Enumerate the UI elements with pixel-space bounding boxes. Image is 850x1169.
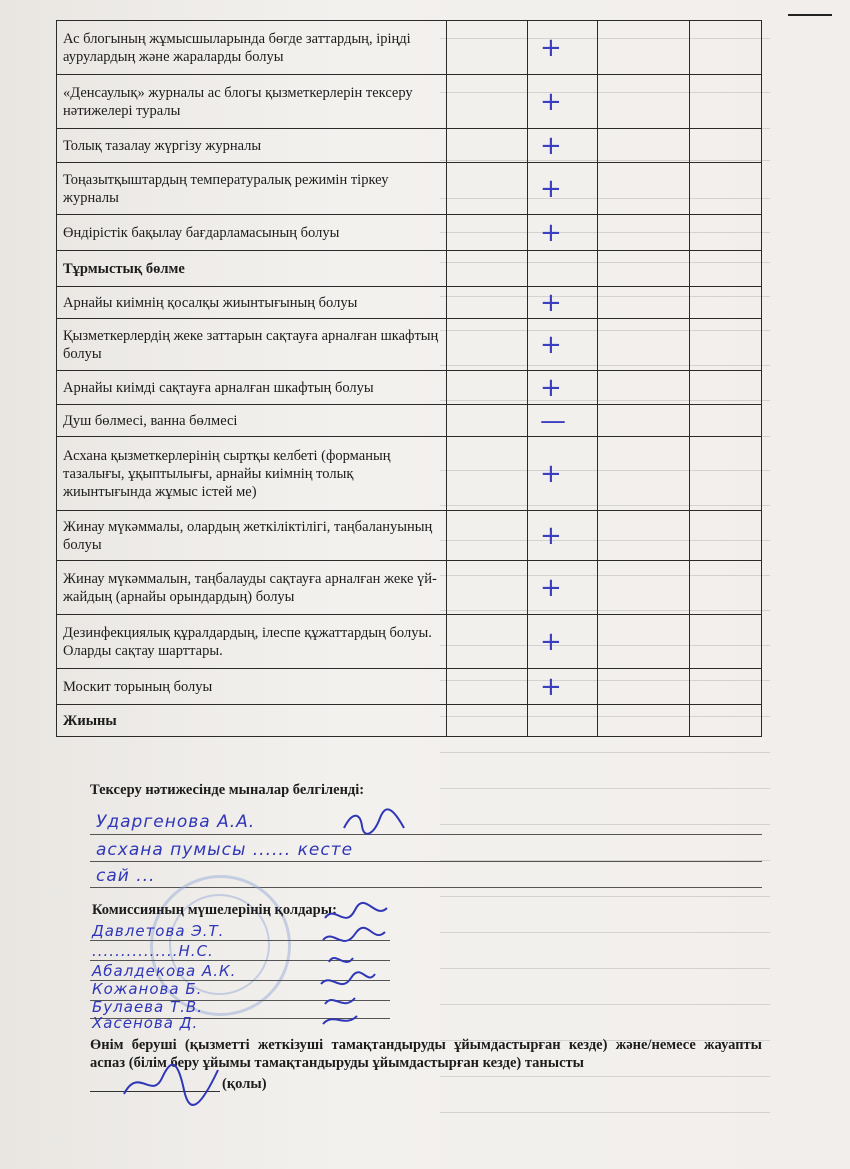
commission-member: ...............Н.С. — [92, 942, 214, 960]
ruled-line — [90, 861, 762, 862]
check-mark: + — [540, 32, 562, 63]
findings-title: Тексеру нәтижесінде мыналар белгіленді: — [90, 782, 365, 798]
row-label: Душ бөлмесі, ванна бөлмесі — [57, 405, 447, 437]
row-label: Ас блогының жұмысшыларында бөгде заттардың, іріңді аурулардың және жараларды болуы — [57, 21, 447, 75]
row-label: Жинау мүкәммалы, олардың жеткіліктілігі, таңбалануының болуы — [57, 511, 447, 561]
edge-mark — [788, 14, 832, 20]
check-mark: + — [540, 520, 562, 551]
row-label: Москит торының болуы — [57, 669, 447, 705]
commission-title: Комиссияның мүшелерінің қолдары: — [92, 902, 337, 918]
acknowledgement-text: Өнім беруші (қызметті жеткізуші тамақтандыруды ұйымдастырған кезде) және/немесе жауапты аспаз (білім беру ұйымы тамақтандыруды ұйымдастырған кезде) танысты — [90, 1037, 762, 1071]
signature-caption: (қолы) — [222, 1076, 267, 1092]
table-row — [57, 21, 762, 75]
row-label: Өндірістік бақылау бағдарламасының болуы — [57, 215, 447, 251]
check-mark: + — [540, 173, 562, 204]
table-total-row — [57, 705, 762, 737]
commission-member: Кожанова Б. — [92, 980, 203, 998]
row-label: Тоңазытқыштардың температуралық режимін тіркеу журналы — [57, 163, 447, 215]
row-label: Толық тазалау жүргізу журналы — [57, 129, 447, 163]
table-row — [57, 75, 762, 129]
commission-member: Булаева Т.В. — [92, 998, 203, 1016]
table-row — [57, 371, 762, 405]
table-row — [57, 669, 762, 705]
ruled-line — [90, 834, 762, 835]
table-row — [57, 615, 762, 669]
findings-block — [90, 782, 760, 799]
row-label: Дезинфекциялық құралдардың, ілеспе құжаттардың болуы. Оларды сақтау шарттары. — [57, 615, 447, 669]
table-row — [57, 437, 762, 511]
total-label: Жиыны — [57, 705, 447, 737]
check-mark: + — [540, 372, 562, 403]
check-mark: + — [540, 572, 562, 603]
section-label: Тұрмыстық бөлме — [57, 251, 447, 287]
check-mark: + — [540, 86, 562, 117]
check-mark: + — [540, 287, 562, 318]
table-row — [57, 319, 762, 371]
check-mark: + — [540, 458, 562, 489]
table-row — [57, 405, 762, 437]
inspection-table — [56, 20, 762, 737]
check-mark: + — [540, 626, 562, 657]
row-label: Қызметкерлердің жеке заттарын сақтауға арналған шкафтың болуы — [57, 319, 447, 371]
handwritten-finding: сай ... — [96, 866, 156, 886]
check-mark: + — [540, 130, 562, 161]
handwritten-finding: асхана пумысы ...... кесте — [96, 840, 354, 860]
table-row — [57, 561, 762, 615]
dash-mark: — — [540, 405, 566, 436]
member-signatures-icon — [315, 900, 395, 1030]
row-label: Жинау мүкәммалын, таңбалауды сақтауға арналған жеке үй-жайдың (арнайы орындардың) болуы — [57, 561, 447, 615]
table-row — [57, 287, 762, 319]
table-row — [57, 129, 762, 163]
commission-member: Абалдекова А.К. — [92, 962, 237, 980]
check-mark: + — [540, 329, 562, 360]
check-mark: + — [540, 671, 562, 702]
handwritten-finding: Ударгенова А.А. — [96, 812, 256, 832]
table-row — [57, 511, 762, 561]
acknowledgement-signature-icon — [118, 1060, 228, 1106]
row-label: «Денсаулық» журналы ас блогы қызметкерлерін тексеру нәтижелері туралы — [57, 75, 447, 129]
table-row — [57, 215, 762, 251]
commission-member: Хасенова Д. — [92, 1014, 199, 1032]
table-section-row — [57, 251, 762, 287]
signature-icon — [340, 806, 410, 840]
check-mark: + — [540, 217, 562, 248]
row-label: Арнайы киімнің қосалқы жиынтығының болуы — [57, 287, 447, 319]
commission-member: Давлетова Э.Т. — [92, 922, 225, 940]
row-label: Асхана қызметкерлерінің сыртқы келбеті (форманың тазалығы, ұқыптылығы, арнайы киімнің толық жиынтығында жұмыс істей ме) — [57, 437, 447, 511]
table-row — [57, 163, 762, 215]
row-label: Арнайы киімді сақтауға арналған шкафтың болуы — [57, 371, 447, 405]
